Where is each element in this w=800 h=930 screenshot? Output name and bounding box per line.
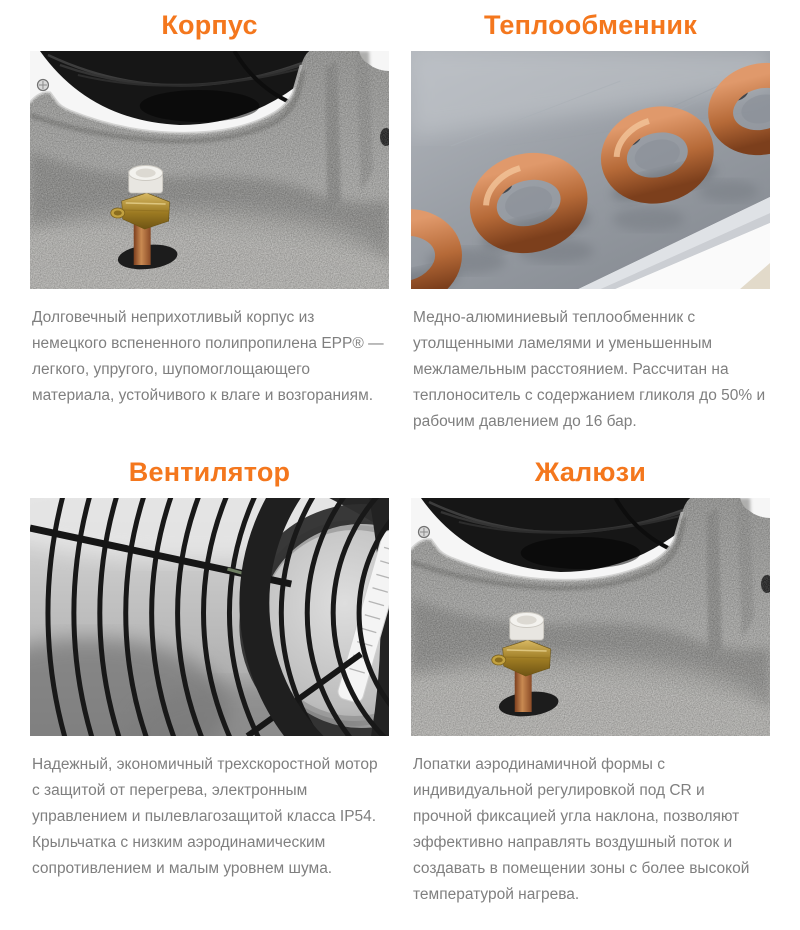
section-heat-exchanger <box>411 0 770 447</box>
photo-frame <box>30 498 389 736</box>
section-housing <box>30 0 389 447</box>
heat-exchanger-photo <box>411 51 770 289</box>
epp-housing-photo <box>30 51 389 289</box>
photo-frame <box>411 498 770 736</box>
section-title: Корпус <box>161 10 258 40</box>
section-description: Надежный, экономичный трехскоростной мотор с защитой от перегрева, электронным управлением и пылевлагозащитой класса IP54. Крыльчатка с низким аэродинамическим сопротивлением и малым уровнем шума. <box>32 756 378 878</box>
photo-frame <box>30 51 389 289</box>
section-title: Жалюзи <box>534 457 647 488</box>
section-title: Теплообменник <box>484 10 697 40</box>
section-louvers <box>411 447 770 920</box>
section-description: Лопатки аэродинамичной формы с индивидуальной регулировкой под CR и прочной фиксацией угла наклона, позволяют эффективно направлять воздушный поток и создавать в помещении зоны с более высокой температурой нагрева. <box>413 756 750 904</box>
features-grid <box>30 0 770 920</box>
section-description: Медно-алюминиевый теплообменник с утолщенными ламелями и уменьшенным межламельным расстоянием. Рассчитан на теплоноситель с содержанием гликоля до 50% и рабочим давлением до 16 бар. <box>413 309 766 431</box>
fan-photo <box>30 498 389 736</box>
section-description: Долговечный неприхотливый корпус из немецкого вспененного полипропилена EPP® — легкого, упругого, шупомоглощающего материала, устойчивого к влаге и возгораниям. <box>32 309 384 405</box>
photo-frame <box>411 51 770 289</box>
section-title: Вентилятор <box>128 457 291 488</box>
epp-housing-photo <box>411 498 770 736</box>
section-fan <box>30 447 389 920</box>
